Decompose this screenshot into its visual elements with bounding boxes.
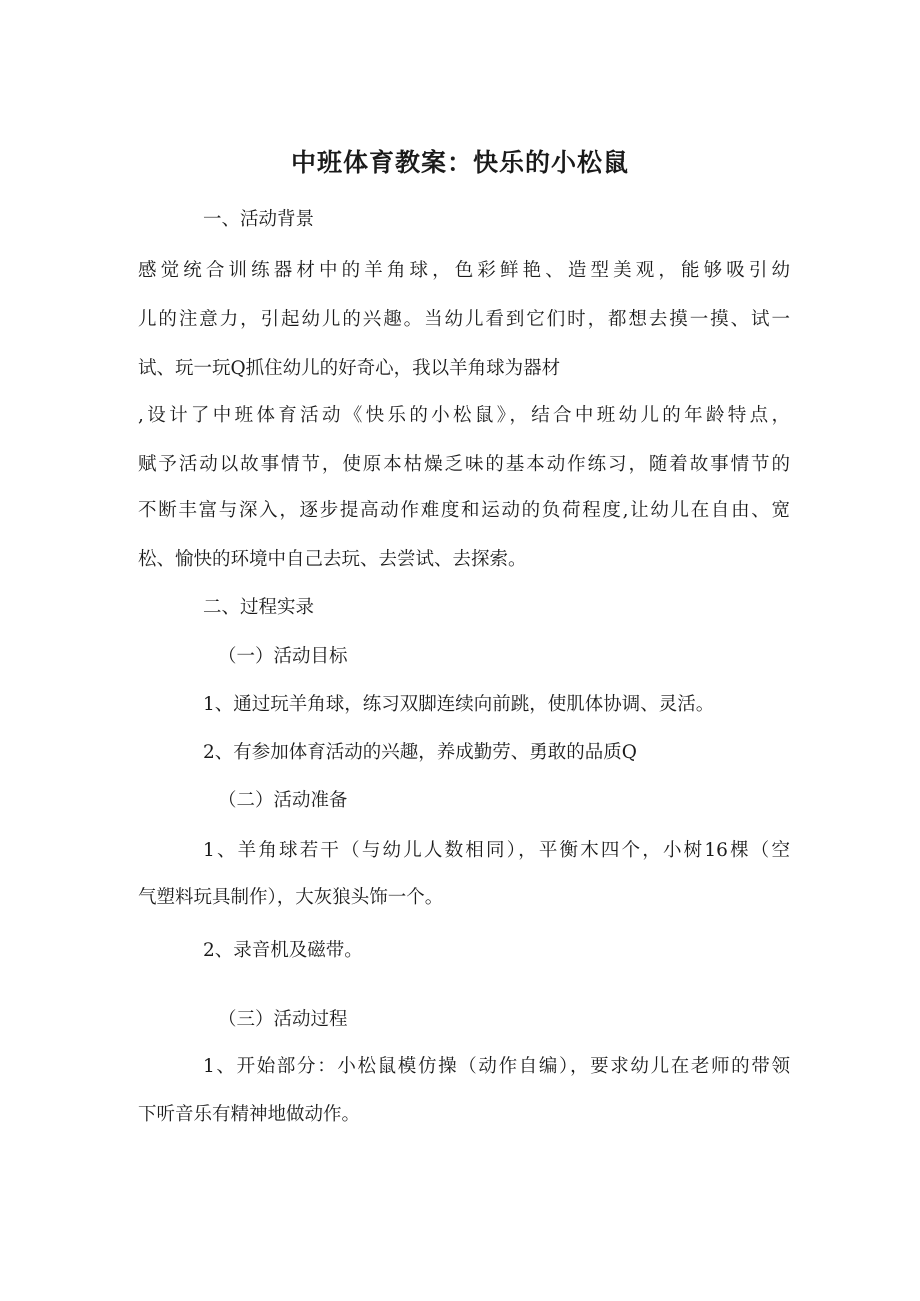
paragraph-line: 松、愉快的环境中自己去玩、去尝试、去探索。 xyxy=(138,549,527,570)
paragraph-line: 感觉统合训练器材中的羊角球，色彩鲜艳、造型美观，能够吸引幼 xyxy=(138,260,790,281)
list-item: 1、羊角球若干（与幼儿人数相同），平衡木四个，小树16棵（空 xyxy=(203,840,790,861)
list-item: 2、有参加体育活动的兴趣，养成勤劳、勇敢的品质Q xyxy=(203,742,637,763)
subsection-heading-process: （三）活动过程 xyxy=(218,1009,348,1030)
paragraph-line: 赋予活动以故事情节，使原本枯燥乏味的基本动作练习，随着故事情节的 xyxy=(138,454,790,475)
paragraph-line: 儿的注意力，引起幼儿的兴趣。当幼儿看到它们时，都想去摸一摸、试一 xyxy=(138,309,790,330)
subsection-heading-prep: （二）活动准备 xyxy=(218,790,348,811)
subsection-heading-goals: （一）活动目标 xyxy=(218,646,348,667)
list-item-continuation: 下听音乐有精神地做动作。 xyxy=(138,1104,361,1125)
list-item: 2、录音机及磁带。 xyxy=(203,940,363,961)
list-item-continuation: 气塑料玩具制作），大灰狼头饰一个。 xyxy=(138,887,444,908)
section-heading-process: 二、过程实录 xyxy=(203,597,315,618)
paragraph-line: 试、玩一玩Q抓住幼儿的好奇心，我以羊角球为器材 xyxy=(138,358,561,379)
section-heading-background: 一、活动背景 xyxy=(203,209,315,230)
list-item: 1、通过玩羊角球，练习双脚连续向前跳，使肌体协调、灵活。 xyxy=(203,694,715,715)
page-title: 中班体育教案：快乐的小松鼠 xyxy=(290,148,629,177)
list-item: 1、开始部分：小松鼠模仿操（动作自编），要求幼儿在老师的带领 xyxy=(203,1056,790,1077)
paragraph-line: ,设计了中班体育活动《快乐的小松鼠》，结合中班幼儿的年龄特点， xyxy=(138,405,790,426)
paragraph-line: 不断丰富与深入，逐步提高动作难度和运动的负荷程度,让幼儿在自由、宽 xyxy=(138,500,790,521)
